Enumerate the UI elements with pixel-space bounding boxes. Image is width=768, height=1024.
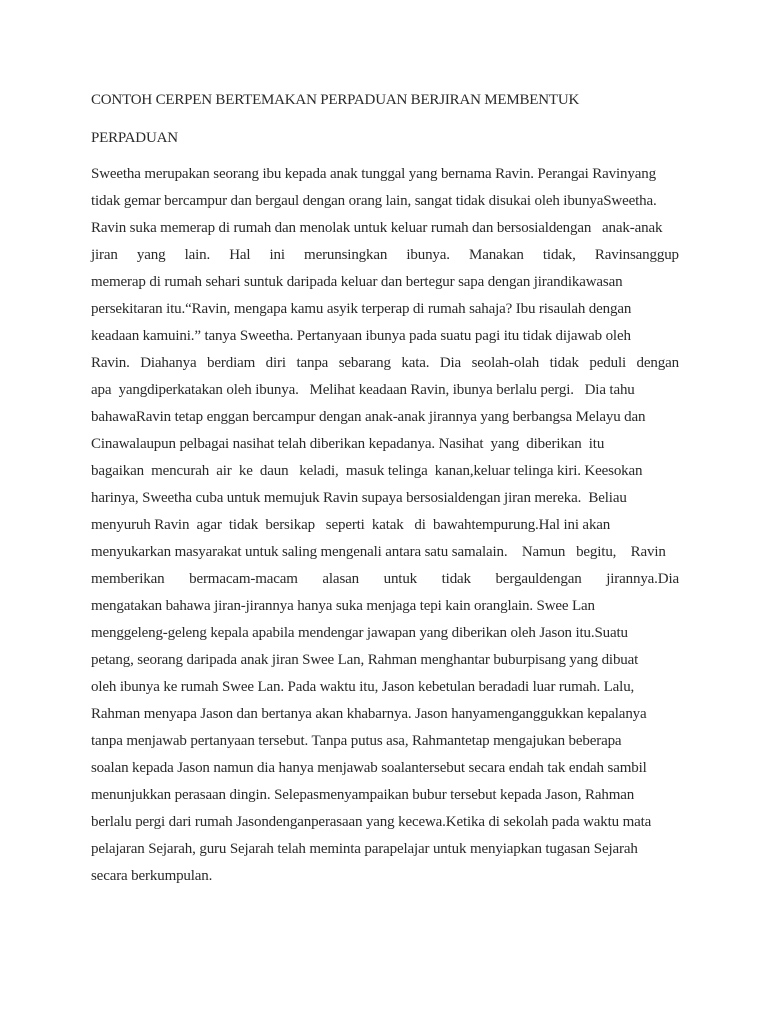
paragraph-line: bahawaRavin tetap enggan bercampur dengan anak-anak jirannya yang berbangsa Melayu dan xyxy=(91,409,646,425)
paragraph-word: tidak xyxy=(441,571,471,587)
paragraph-word: Diahanya xyxy=(140,355,197,371)
paragraph-word: ibunya. xyxy=(406,247,450,263)
document-title-line-2: PERPADUAN xyxy=(91,130,178,146)
document-body xyxy=(91,90,679,890)
paragraph-word: Ravin. xyxy=(91,355,130,371)
paragraph-line: menunjukkan perasaan dingin. Selepasmenyampaikan bubur tersebut kepada Jason, Rahman xyxy=(91,787,635,803)
paragraph-word: merunsingkan xyxy=(304,247,388,263)
paragraph-line: petang, seorang daripada anak jiran Swee Lan, Rahman menghantar buburpisang yang dibuat xyxy=(91,652,639,668)
paragraph-line: menyuruh Ravin agar tidak bersikap seperti katak di bawahtempurung.Hal ini akan xyxy=(91,517,611,533)
paragraph-word: peduli xyxy=(589,355,627,371)
paragraph-word: Hal xyxy=(229,247,251,263)
paragraph-line: secara berkumpulan. xyxy=(91,868,213,884)
paragraph-word: seolah-olah xyxy=(471,355,540,371)
paragraph-word: yang xyxy=(136,247,166,263)
paragraph-line: apa yangdiperkatakan oleh ibunya. Melihat keadaan Ravin, ibunya berlalu pergi. Dia tahu xyxy=(91,382,635,398)
paragraph-word: Manakan xyxy=(469,247,524,263)
paragraph-line xyxy=(91,350,679,377)
paragraph-line: Ravin suka memerap di rumah dan menolak untuk keluar rumah dan bersosialdengan anak-anak xyxy=(91,220,663,236)
paragraph-line: oleh ibunya ke rumah Swee Lan. Pada waktu itu, Jason kebetulan beradadi luar rumah. Lalu, xyxy=(91,679,635,695)
paragraph-line: berlalu pergi dari rumah Jasondenganperasaan yang kecewa.Ketika di sekolah pada waktu mata xyxy=(91,814,652,830)
paragraph-word: sebarang xyxy=(338,355,391,371)
paragraph-line: Cinawalaupun pelbagai nasihat telah diberikan kepadanya. Nasihat yang diberikan itu xyxy=(91,436,605,452)
paragraph-word: memberikan xyxy=(91,571,165,587)
story-paragraph xyxy=(91,161,679,890)
paragraph-line: mengatakan bahawa jiran-jirannya hanya suka menjaga tepi kain oranglain. Swee Lan xyxy=(91,598,595,614)
paragraph-word: tidak xyxy=(549,355,579,371)
paragraph-word: tanpa xyxy=(296,355,329,371)
paragraph-line: harinya, Sweetha cuba untuk memujuk Ravin supaya bersosialdengan jiran mereka. Beliau xyxy=(91,490,627,506)
paragraph-line: tidak gemar bercampur dan bergaul dengan orang lain, sangat tidak disukai oleh ibunyaSweetha. xyxy=(91,193,657,209)
paragraph-word: ini xyxy=(269,247,285,263)
paragraph-word: bergauldengan xyxy=(495,571,582,587)
paragraph-word: alasan xyxy=(322,571,359,587)
paragraph-line: memerap di rumah sehari suntuk daripada keluar dan bertegur sapa dengan jirandikawasan xyxy=(91,274,623,290)
paragraph-line: menyukarkan masyarakat untuk saling mengenali antara satu samalain. Namun begitu, Ravin xyxy=(91,544,666,560)
paragraph-line: pelajaran Sejarah, guru Sejarah telah meminta parapelajar untuk menyiapkan tugasan Sejarah xyxy=(91,841,638,857)
paragraph-word: jirannya.Dia xyxy=(606,571,679,587)
document-title-line-1: CONTOH CERPEN BERTEMAKAN PERPADUAN BERJIRAN MEMBENTUK xyxy=(91,92,580,108)
paragraph-word: dengan xyxy=(636,355,679,371)
paragraph-word: kata. xyxy=(401,355,430,371)
paragraph-line xyxy=(91,566,679,593)
paragraph-line: persekitaran itu.“Ravin, mengapa kamu asyik terperap di rumah sahaja? Ibu risaulah dengan xyxy=(91,301,632,317)
paragraph-word: diri xyxy=(265,355,286,371)
paragraph-word: berdiam xyxy=(207,355,256,371)
paragraph-line xyxy=(91,242,679,269)
paragraph-word: Dia xyxy=(439,355,462,371)
paragraph-word: lain. xyxy=(184,247,211,263)
paragraph-line: menggeleng-geleng kepala apabila mendengar jawapan yang diberikan oleh Jason itu.Suatu xyxy=(91,625,628,641)
paragraph-word: bermacam-macam xyxy=(189,571,298,587)
paragraph-word: tidak, xyxy=(542,247,576,263)
paragraph-word: jiran xyxy=(91,247,118,263)
paragraph-line: soalan kepada Jason namun dia hanya menjawab soalantersebut secara endah tak endah sambil xyxy=(91,760,647,776)
paragraph-line: tanpa menjawab pertanyaan tersebut. Tanpa putus asa, Rahmantetap mengajukan beberapa xyxy=(91,733,622,749)
paragraph-word: Ravinsanggup xyxy=(594,247,679,263)
paragraph-word: untuk xyxy=(383,571,418,587)
paragraph-line: keadaan kamuini.” tanya Sweetha. Pertanyaan ibunya pada suatu pagi itu tidak dijawab oleh xyxy=(91,328,631,344)
paragraph-line: bagaikan mencurah air ke daun keladi, masuk telinga kanan,keluar telinga kiri. Keesokan xyxy=(91,463,643,479)
paragraph-line: Rahman menyapa Jason dan bertanya akan khabarnya. Jason hanyamenganggukkan kepalanya xyxy=(91,706,647,722)
paragraph-line: Sweetha merupakan seorang ibu kepada anak tunggal yang bernama Ravin. Perangai Ravinyang xyxy=(91,166,656,182)
